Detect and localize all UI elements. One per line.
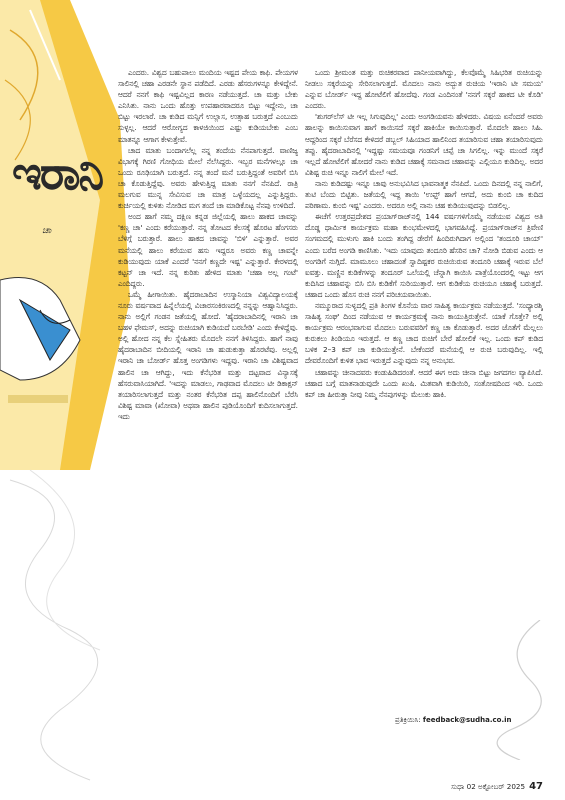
paragraph: ಅಂದ ಹಾಗೆ ನಮ್ಮ ದಕ್ಷಿಣ ಕನ್ನಡ ಜಿಲ್ಲೆಯಲ್ಲಿ ಹಾಲು ಹಾಕದ ಚಾವನ್ನು 'ಕಣ್ಣ ಚಾ' ಎಂದು ಕರೆಯುತ್ತಾರೆ. ನನ್ನ ತೋಟದ ಕೆಲಸಕ್ಕೆ ಹೊರಟ ಹೆಂಗಸರು ಬೆಳಿಗ್ಗೆ ಬರುತ್ತಾರೆ. ಹಾಲು ಹಾಕದ ಚಾವನ್ನು 'ಬಿಳಿ' ಎನ್ನುತ್ತಾರೆ. ಅವರ ಮನೆಯಲ್ಲಿ ಹಾಲು ಕರೆಯುವ ಹಸು ಇದ್ದರೂ ಅವರು ಕಣ್ಣ ಚಾವನ್ನೇ ಕುಡಿಯುವುದು ಯಾಕೆ ಎಂದರೆ 'ನನಗೆ ಕಣ್ಣದೇ ಇಷ್ಟ' ಎನ್ನುತ್ತಾರೆ. ಕೇರಳದಲ್ಲಿ ಕಟ್ಟನ್ ಚಾ ಇದೆ. ನನ್ನ ಕುರಿತು ಹೇಳಿದ ಮಾತು 'ಚಹಾ ಅಲ್ಲ ಗಂಟೆ' ಎಂದಿದ್ದರು. (118, 212, 298, 288)
feedback-line (395, 716, 512, 725)
decorative-squiggle (480, 620, 560, 760)
paragraph: ಚಾದ ಮಾತು ಬಂದಾಗಲೆಲ್ಲ ನನ್ನ ತಂದೆಯ ನೆನಪಾಗುತ್ತದೆ. ವಾಣಿಜ್ಯ ವಿಭಾಗಕ್ಕೆ ಗಿರಣಿ ಗೋಧಿಯ ಮೇಲೆ ನೆಲೆಸಿದ್ದರು. ಇಬ್ಬರ ಮನೆಗಳಲ್ಲೂ ಚಾ ಒಂದು ರೂಢಿಯಾಗಿ ಬರುತ್ತದೆ. ನನ್ನ ತಂದೆ ಮನೆ ಬರುತ್ತಿದ್ದಂತೆ ಅವರಿಗೆ ಬಿಸಿ ಚಾ ಕೊಡುತ್ತಿದ್ದೆವು. ಅವರು ಹೇಳುತ್ತಿದ್ದ ಮಾತು ನನಗೆ ನೆನಪಿದೆ. ರಾತ್ರಿ ಮಲಗುವ ಮುನ್ನ ಸೇವಿಸುವ ಚಾ ಮಾತ್ರ ಒಳ್ಳೆಯದಲ್ಲ ಎನ್ನುತ್ತಿದ್ದರು. ಕುರ್ಚಿಯಲ್ಲಿ ಕುಳಿತು ನೋಡಿದ ಮಗ ತಂದೆ ಚಾ ಮಾಡಿಕೊಟ್ಟ ನೆನಪು ಉಳಿದಿದೆ. (118, 145, 298, 211)
paragraph: ಎಂದರು. ವಿಶ್ವದ ಬಹುಪಾಲು ಮಂದಿಯ ಇಷ್ಟದ ಪೇಯ ಕಾಫಿ. ಪೇಯಗಳ ಸಾಲಿನಲ್ಲಿ ಚಹಾ ಎರಡನೇ ಸ್ಥಾನ ಪಡೆದಿದೆ. ಎರಡು ಹೆಸರುಗಳನ್ನೂ ಕೇಳಿದ್ದೇನೆ. ಆದರೆ ನನಗೆ ಕಾಫಿ ಇಷ್ಟವಿಲ್ಲದ ಕಾರಣ ನಡೆಯುತ್ತದೆ. ಚಾ ಮತ್ತು ಬೇಕು ಎನಿಸಿತು. ನಾನು ಒಂದು ಹೊತ್ತು ಉಪಹಾರವಾದರೂ ಬಿಟ್ಟು ಇದ್ದೇನು, ಚಾ ಬಿಟ್ಟು ಇರಲಾರೆ. ಚಾ ಕುಡಿದ ಮನ್ಸಿಗೆ ಉಲ್ಲಾಸ, ಉತ್ಸಾಹ ಬರುತ್ತದೆ ಎಂಬುದು ಸುಳ್ಳಲ್ಲ. ಆದರೆ ಆರೋಗ್ಯದ ಕಾಳಜಿಯಿಂದ ಎಷ್ಟು ಕುಡಿಯಬೇಕು ಎಂಬ ಮಾತನ್ನೂ ಆಗಾಗ ಕೇಳುತ್ತೇವೆ. (118, 68, 298, 144)
paragraph: ಚಹಾವನ್ನು ಚೀನಾದವರು ಕಂಡುಹಿಡಿದರಂತೆ. ಆದರೆ ಈಗ ಅದು ಚೀನಾ ಬಿಟ್ಟು ಜಗದಗಲ ವ್ಯಾಪಿಸಿದೆ. ಚಹಾದ ಬಗ್ಗೆ ಮಾತನಾಡುವುದೇ ಒಂದು ಖುಷಿ. ಮಿತವಾಗಿ ಕುಡಿಯಿರಿ, ಸಂತೋಷದಿಂದ ಇರಿ. ಒಂದು ಕಪ್ ಚಾ ಹೀರುತ್ತಾ ನೀವು ನಿಮ್ಮ ನೆನಪುಗಳನ್ನು ಮೆಲುಕು ಹಾಕಿ. (305, 367, 543, 399)
paragraph: ಒಮ್ಮೆ ಹೀಗಾಯಿತು. ಹೈದರಾಬಾದಿನ ಉಸ್ಮಾನಿಯಾ ವಿಶ್ವವಿದ್ಯಾಲಯಕ್ಕೆ ನೂರು ವರ್ಷವಾದ ಹಿನ್ನೆಲೆಯಲ್ಲಿ ವಿಚಾರಸಂಕಿರಣದಲ್ಲಿ ನನ್ನನ್ನು ಆಹ್ವಾನಿಸಿದ್ದರು. ನಾನು ಅಲ್ಲಿಗೆ ಗಂಡನ ಜತೆಯಲ್ಲಿ ಹೋದೆ. 'ಹೈದರಾಬಾದಿನಲ್ಲಿ ಇರಾನಿ ಚಾ ಬಹಳ ಫೇಮಸ್, ಅದನ್ನು ರುಚಿಯಾಗಿ ಕುಡಿಯದೆ ಬರಬೇಡಿ' ಎಂದು ಕೇಳಿದ್ದೆವು. ಅಲ್ಲಿ ಹೋದ ನನ್ನ ಕೆಲ ಸ್ನೇಹಿತರು ಮೊದಲೇ ನನಗೆ ತಿಳಿಸಿದ್ದರು. ಹಾಗೆ ನಾವು ಹೈದರಾಬಾದಿನ ಬೀದಿಯಲ್ಲಿ ಇರಾನಿ ಚಾ ಹುಡುಕುತ್ತಾ ಹೊರಟೆವು. ಅಲ್ಲಲ್ಲಿ ಇರಾನಿ ಚಾ ಬೋರ್ಡ್ ಹೊತ್ತ ಅಂಗಡಿಗಳು ಇದ್ದವು. ಇರಾನಿ ಚಾ ವಿಶಿಷ್ಟವಾದ ಹಾಲಿನ ಚಾ ಆಗಿದ್ದು, ಇದು ಕೆನೆಭರಿತ ಮತ್ತು ದಟ್ಟವಾದ ವಿನ್ಯಾಸಕ್ಕೆ ಹೆಸರುವಾಸಿಯಾಗಿದೆ. 'ಇದನ್ನು ಮಾಡಲು, ಗಾಢವಾದ ಮೊದಲು ಟೀ ಡಿಕಾಕ್ಷನ್ ತಯಾರಿಸಲಾಗುತ್ತದೆ ಮತ್ತು ನಂತರ ಕೆನೆಭರಿತ ದಪ್ಪ ಹಾಲಿನೊಂದಿಗೆ ಬೆರೆಸಿ ವಿಶಿಷ್ಟ ಮಾವಾ (ಖೋವಾ) ಅಥವಾ ಹಾಲಿನ ಪುಡಿಯೊಂದಿಗೆ ಕುದಿಸಲಾಗುತ್ತದೆ. ಇದು (118, 289, 298, 421)
page-number: 47 (529, 781, 543, 792)
feedback-email[interactable]: feedback@sudha.co.in (422, 716, 512, 724)
title-subtext: ಚಾ (42, 226, 52, 236)
paragraph: ಒಂದು ಶ್ರೀಮಂತ ಮತ್ತು ರುಚಿಕರವಾದ ಪಾನೀಯವಾಗಿದ್ದು, ಕೆಲವೊಮ್ಮೆ ಸಿಹಿಭರಿತ ರುಚಿಯನ್ನು ನೀಡಲು ಸಕ್ಕರೆಯನ್ನು ಸೇರಿಸಲಾಗುತ್ತದೆ. ಮೊದಲು ನಾನು ಅದ್ಭುತ ರುಚಿಯ 'ಇರಾನಿ ಟೀ ಸಮಯ' ಎನ್ನುವ ಬೋರ್ಡ್ ಇದ್ದ ಹೋಟೆಲಿಗೆ ಹೋದೆವು. ಗಂಡ ಎಂದಿನಂತೆ 'ನನಗೆ ಸಕ್ಕರೆ ಹಾಕದ ಟೀ ಕೊಡಿ' ಎಂದರು. (305, 68, 543, 111)
issue-label: ಸುಧಾ 02 ಅಕ್ಟೋಬರ್ 2025 (451, 782, 526, 791)
page-footer (451, 781, 543, 792)
paragraph: ಈಚೆಗೆ ಉತ್ತರಪ್ರದೇಶದ ಪ್ರಯಾಗ್‌ರಾಜ್‌ನಲ್ಲಿ 144 ವರ್ಷಗಳಿಗೊಮ್ಮೆ ನಡೆಯುವ ವಿಶ್ವದ ಅತಿ ದೊಡ್ಡ ಧಾರ್ಮಿಕ ಕಾರ್ಯಕ್ರಮ ಮಹಾ ಕುಂಭಮೇಳದಲ್ಲಿ ಭಾಗವಹಿಸಿದ್ದೆ. ಪ್ರಯಾಗ್‌ರಾಜ್‌ನ ತ್ರಿವೇಣಿ ಸಂಗಮದಲ್ಲಿ ಮುಳುಗು ಹಾಕಿ ಬಂದು ತಂಗಿದ್ದ ಡೇರೆಗೆ ಹಿಂದಿರುಗಿದಾಗ ಅಲ್ಲಿಂದ 'ತಂದೂರಿ ಚಾಯ್' ಎಂದು ಬರೆದ ಅಂಗಡಿ ಕಾಣಿಸಿತು. 'ಇದು ಯಾವುದು ತಂದೂರಿ ಹೆಸರಿನ ಚಾ? ನೋಡಿ ಬಿಡುವ ಎಂದು ಆ ಅಂಗಡಿಗೆ ನುಗ್ಗಿದೆ. ಮಾಮೂಲು ಚಹಾದಂತೆ ಸ್ವಾದಿಷ್ಟಕರ ರುಚಿಯಿರುವ ತಂದೂರಿ ಚಹಾಕ್ಕೆ ಇರುವ ಬೆಲೆ ಐವತ್ತು. ಮಣ್ಣಿನ ಕುಡಿಕೆಗಳನ್ನು ತಂದೂರ್ ಒಲೆಯಲ್ಲಿ ಚೆನ್ನಾಗಿ ಕಾಯಿಸಿ ಪಾತ್ರೆಯೊಂದರಲ್ಲಿ ಇಟ್ಟು ಆಗ ಕುದಿಸಿದ ಚಹಾವನ್ನು ಬಿಸಿ ಬಿಸಿ ಕುಡಿಕೆಗೆ ಸುರಿಯುತ್ತಾರೆ. ಆಗ ಕುಡಿಕೆಯ ರುಚಿಯೂ ಚಹಾಕ್ಕೆ ಬರುತ್ತದೆ. ಚಹಾದ ಒಂದು ಹೊಸ ರುಚಿ ನನಗೆ ಪರಿಚಯವಾಯಿತು. (305, 212, 543, 299)
article-column-right (305, 67, 543, 690)
title-lettering: ಇರಾನಿ (12, 146, 103, 200)
paragraph: 'ಶುಗರ್‌ಲೆಸ್ ಟೀ ಇಲ್ಲ ಸಿಗುವುದಿಲ್ಲ' ಎಂದು ಅಂಗಡಿಯವನು ಹೇಳಿದರು. ವಿಷಯ ಏನೆಂದರೆ ಅವರು ಹಾಲನ್ನು ಕಾಯಿಸುವಾಗ ಹಾಗೆ ಕಾಯಿಸದೆ ಸಕ್ಕರೆ ಹಾಕಿಯೇ ಕಾಯಿಸುತ್ತಾರೆ. ಮೊದಲೇ ಹಾಲು ಸಿಹಿ. ಆದ್ದರಿಂದ ಸಕ್ಕರೆ ಬೆರೆಸದ ಕೇಳಿದರೆ ಡಬ್ಬಲ್ ಸಿಹಿಯಾದ ಹಾಲಿನಿಂದ ತಯಾರಿಸುವ ಚಹಾ ತಯಾರಿಸುವುದು ತಪ್ಪು. ಹೈದರಾಬಾದಿನಲ್ಲಿ 'ಇದ್ದಷ್ಟು ಸಮಯವೂ ಗಂಡನಿಗೆ ಚಪ್ಪೆ ಚಾ ಸಿಗಲಿಲ್ಲ. ಇನ್ನು ಮುಂದೆ ಸಕ್ಕರೆ ಇಲ್ಲದೆ ಹೋಟೆಲಿಗೆ ಹೋದರೆ ನಾನು ಕುಡಿದ ಚಹಾಕ್ಕೆ ಸಮನಾದ ಚಹಾವನ್ನು ಎಲ್ಲಿಯೂ ಕುಡಿದಿಲ್ಲ. ಅದರ ವಿಶಿಷ್ಟ ರುಚಿ ಇನ್ನೂ ನಾಲಿಗೆ ಮೇಲೆ ಇದೆ. (305, 112, 543, 177)
feedback-label: ಪ್ರತಿಕ್ರಿಯಿಸಿ: (395, 716, 421, 724)
article-column-left (118, 67, 298, 767)
paragraph: ನಮ್ಮೂರಾದ ಸುಳ್ಯದಲ್ಲಿ ಪ್ರತಿ ತಿಂಗಳ ಕೊನೆಯ ವಾರ ಸಾಹಿತ್ಯ ಕಾರ್ಯಕ್ರಮ ನಡೆಯುತ್ತದೆ. 'ಸಂಧ್ಯಾರಶ್ಮಿ ಸಾಹಿತ್ಯ ಸಂಘ' ದಿಂದ ನಡೆಯುವ ಆ ಕಾರ್ಯಕ್ರಮಕ್ಕೆ ನಾನು ಕಾಯುತ್ತಿರುತ್ತೇನೆ. ಯಾಕೆ ಗೊತ್ತೇ? ಅಲ್ಲಿ ಕಾರ್ಯಕ್ರಮ ಆರಂಭವಾಗುವ ಮೊದಲು ಬರುವವರಿಗೆ ಕಣ್ಣ ಚಾ ಕೊಡುತ್ತಾರೆ. ಅದರ ಜೊತೆಗೆ ಮೆಲ್ಲಲು ಕುರುಕಲು ತಿಂಡಿಯೂ ಇರುತ್ತದೆ. ಆ ಕಣ್ಣ ಚಾದ ರುಚಿಗೆ ಬೇರೆ ಹೋಲಿಕೆ ಇಲ್ಲ. ಒಂದು ಕಪ್ ಕುಡಿದ ಬಳಿಕ 2–3 ಕಪ್ ಚಾ ಕುಡಿಯುತ್ತೇನೆ. ಬೇಕೆಂದರೆ ಮನೆಯಲ್ಲಿ ಆ ರುಚಿ ಬರುವುದಿಲ್ಲ. ಇಲ್ಲಿ ದೇವರೊಂದಿಗೆ ಕುಳಿತ ಭಾವ ಇರುತ್ತದೆ ಎನ್ನುವುದು ನನ್ನ ಅನುಭವ. (305, 300, 543, 366)
paragraph: ನಾನು ಕುಡಿದಷ್ಟು ಇನ್ನೂ ಚಾವು ಅನುಭವಿಸಿದ ಭಾವನಾತ್ಮಕ ನೆನಪಿದೆ. ಒಂದು ದಿನದಲ್ಲಿ ನನ್ನ ನಾಲಿಗೆ, ತುಟಿ ಬೆಂದು ಬಿಟ್ಟಿತು. ಜತೆಯಲ್ಲಿ ಇದ್ದ ತಾಯಿ 'ಉಫ್ಫ್ ಹಾಗೆ ಆಗದೆ, ಅದು ಕುಂಬಿ ಚಾ ಕುದಿದ ಪರಿಣಾಮ. ಕುಂಬಿ ಇಷ್ಟ' ಎಂದರು. ಅದರೂ ಅಲ್ಲಿ ನಾನು ಚಹ ಕುಡಿಯುವುದನ್ನು ಬಿಡಲಿಲ್ಲ. (305, 178, 543, 211)
